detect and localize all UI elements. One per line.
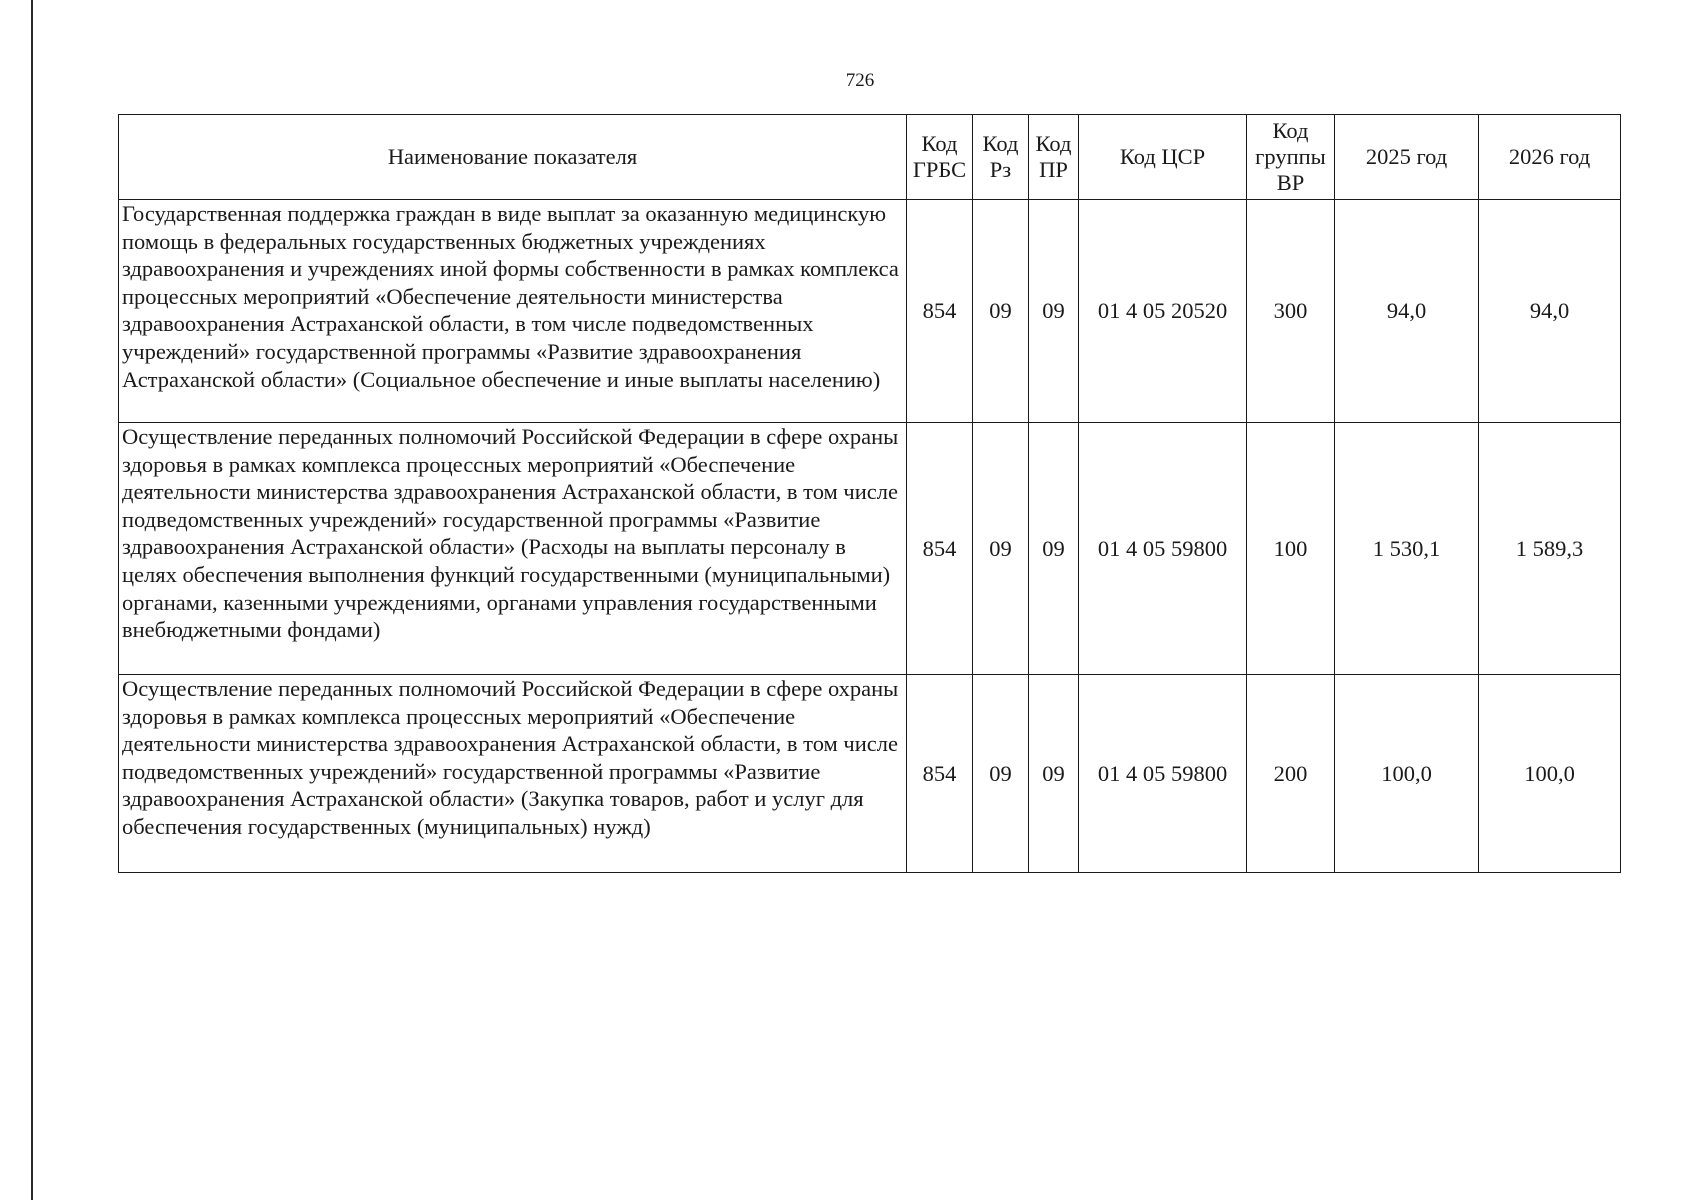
cell-2026: 100,0 [1479, 675, 1621, 873]
cell-grbs: 854 [907, 423, 973, 675]
cell-pr: 09 [1029, 675, 1079, 873]
cell-2026: 94,0 [1479, 200, 1621, 423]
header-grbs: Код ГРБС [907, 115, 973, 200]
cell-vr: 300 [1247, 200, 1335, 423]
header-2025: 2025 год [1335, 115, 1479, 200]
page-binding-line [31, 0, 33, 1200]
header-rz: Код Рз [973, 115, 1029, 200]
cell-csr: 01 4 05 20520 [1079, 200, 1247, 423]
cell-csr: 01 4 05 59800 [1079, 675, 1247, 873]
cell-vr: 200 [1247, 675, 1335, 873]
cell-2025: 94,0 [1335, 200, 1479, 423]
cell-vr: 100 [1247, 423, 1335, 675]
header-vr: Код группы ВР [1247, 115, 1335, 200]
cell-csr: 01 4 05 59800 [1079, 423, 1247, 675]
cell-rz: 09 [973, 200, 1029, 423]
cell-rz: 09 [973, 423, 1029, 675]
header-pr: Код ПР [1029, 115, 1079, 200]
cell-grbs: 854 [907, 200, 973, 423]
header-csr: Код ЦСР [1079, 115, 1247, 200]
table-row [119, 200, 1621, 423]
header-2026: 2026 год [1479, 115, 1621, 200]
table-header-row [119, 115, 1621, 200]
table-row [119, 423, 1621, 675]
cell-2026: 1 589,3 [1479, 423, 1621, 675]
cell-grbs: 854 [907, 675, 973, 873]
cell-name: Государственная поддержка граждан в виде выплат за оказанную медицинскую помощь в федеральных государственных бюджетных учреждениях здравоохранения и учреждениях иной формы собственности в рамках комплекса процессных мероприятий «Обеспечение деятельности министерства здравоохранения Астраханской области, в том числе подведомственных учреждений» государственной программы «Развитие здравоохранения Астраханской области» (Социальное обеспечение и иные выплаты населению) [119, 200, 907, 423]
cell-name: Осуществление переданных полномочий Российской Федерации в сфере охраны здоровья в рамках комплекса процессных мероприятий «Обеспечение деятельности министерства здравоохранения Астраханской области, в том числе подведомственных учреждений» государственной программы «Развитие здравоохранения Астраханской области» (Расходы на выплаты персоналу в целях обеспечения выполнения функций государственными (муниципальными) органами, казенными учреждениями, органами управления государственными внебюджетными фондами) [119, 423, 907, 675]
cell-rz: 09 [973, 675, 1029, 873]
budget-table [118, 114, 1621, 873]
table-row [119, 675, 1621, 873]
cell-pr: 09 [1029, 423, 1079, 675]
cell-2025: 1 530,1 [1335, 423, 1479, 675]
header-name: Наименование показателя [119, 115, 907, 200]
cell-pr: 09 [1029, 200, 1079, 423]
cell-name: Осуществление переданных полномочий Российской Федерации в сфере охраны здоровья в рамках комплекса процессных мероприятий «Обеспечение деятельности министерства здравоохранения Астраханской области, в том числе подведомственных учреждений» государственной программы «Развитие здравоохранения Астраханской области» (Закупка товаров, работ и услуг для обеспечения государственных (муниципальных) нужд) [119, 675, 907, 873]
cell-2025: 100,0 [1335, 675, 1479, 873]
page-number: 726 [845, 70, 875, 91]
